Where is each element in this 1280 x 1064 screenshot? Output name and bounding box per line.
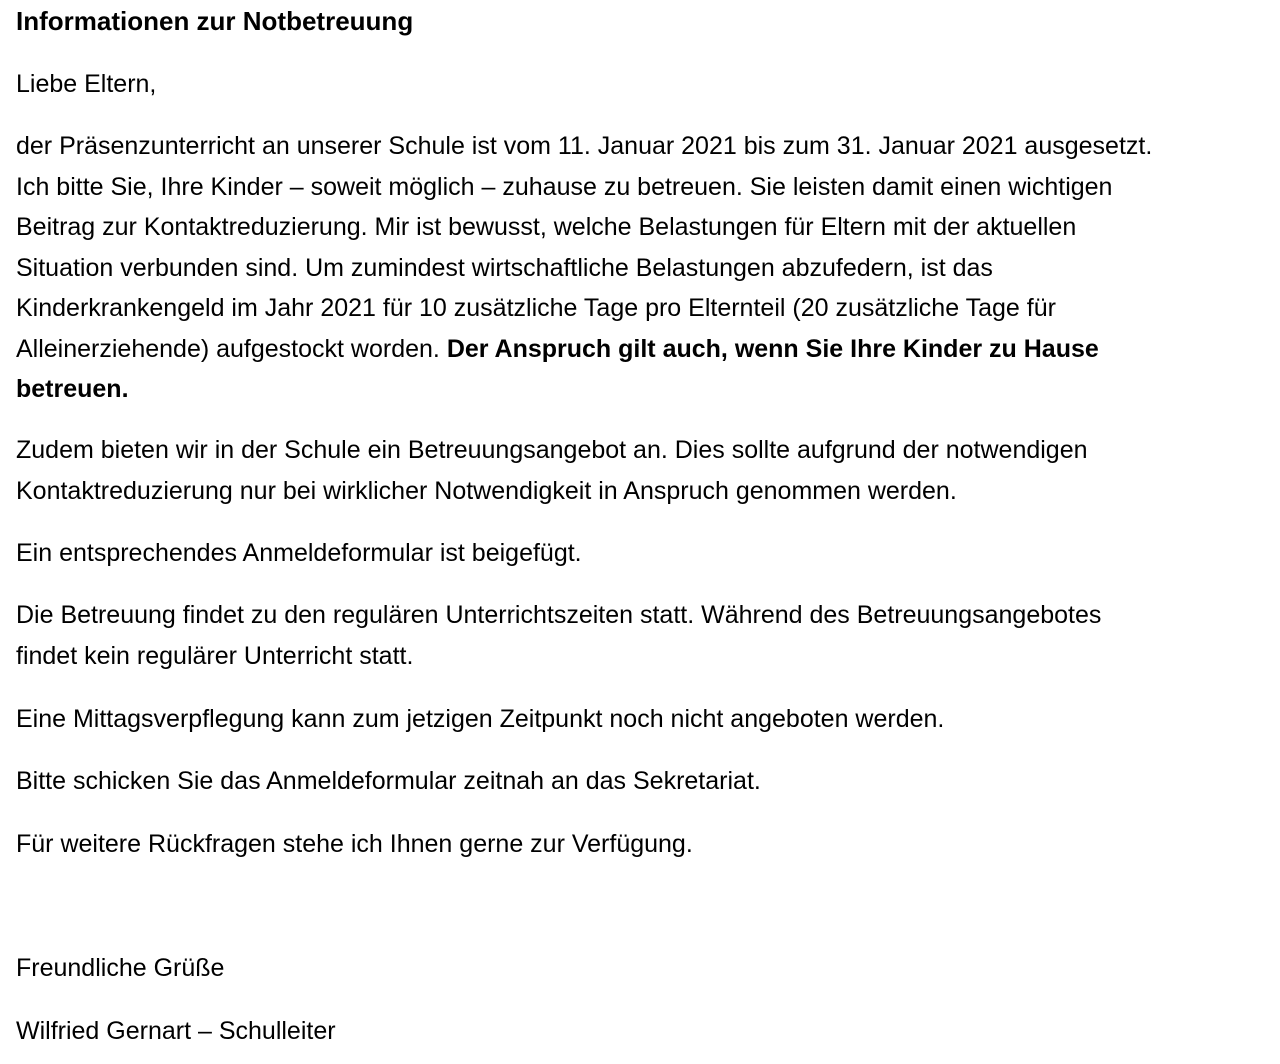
paragraph-care-times — [16, 595, 1272, 676]
document-title: Informationen zur Notbetreuung — [16, 6, 414, 36]
emphasized-text: Der Anspruch gilt auch, wenn Sie Ihre Kinder zu Hause — [446, 334, 1099, 363]
paragraph-send-form: Bitte schicken Sie das Anmeldeformular zeitnah an das Sekretariat. — [16, 767, 761, 795]
emphasized-text: betreuen. — [16, 375, 129, 403]
paragraph-lunch: Eine Mittagsverpflegung kann zum jetzigen Zeitpunkt noch nicht angeboten werden. — [16, 705, 945, 733]
salutation: Liebe Eltern, — [16, 70, 157, 98]
paragraph-line: Ich bitte Sie, Ihre Kinder – soweit möglich – zuhause zu betreuen. Sie leisten damit einen wichtigen — [16, 172, 1113, 201]
signature: Wilfried Gernart – Schulleiter — [16, 1017, 336, 1045]
paragraph-line: Die Betreuung findet zu den regulären Unterrichtszeiten statt. Während des Betreuungsangebotes — [16, 601, 1102, 629]
paragraph-line — [16, 329, 1272, 370]
paragraph-line: Kontaktreduzierung nur bei wirklicher Notwendigkeit in Anspruch genommen werden. — [16, 476, 957, 505]
paragraph-closure-notice — [16, 126, 1272, 410]
paragraph-form-attached: Ein entsprechendes Anmeldeformular ist beigefügt. — [16, 539, 582, 567]
paragraph-line: Beitrag zur Kontaktreduzierung. Mir ist bewusst, welche Belastungen für Eltern mit der aktuellen — [16, 213, 1077, 241]
paragraph-care-offer — [16, 430, 1272, 511]
paragraph-line: Zudem bieten wir in der Schule ein Betreuungsangebot an. Dies sollte aufgrund der notwendigen — [16, 436, 1088, 464]
paragraph-line: der Präsenzunterricht an unserer Schule ist vom 11. Januar 2021 bis zum 31. Januar 2021 ausgesetzt. — [16, 132, 1153, 160]
paragraph-line: Kinderkrankengeld im Jahr 2021 für 10 zusätzliche Tage pro Elternteil (20 zusätzliche Tage für — [16, 294, 1056, 322]
paragraph-contact: Für weitere Rückfragen stehe ich Ihnen gerne zur Verfügung. — [16, 830, 693, 858]
paragraph-text: Alleinerziehende) aufgestockt worden. — [16, 334, 447, 363]
closing-greeting: Freundliche Grüße — [16, 954, 225, 982]
paragraph-line: Situation verbunden sind. Um zumindest wirtschaftliche Belastungen abzufedern, ist das — [16, 253, 993, 282]
paragraph-line: findet kein regulärer Unterricht statt. — [16, 641, 414, 670]
